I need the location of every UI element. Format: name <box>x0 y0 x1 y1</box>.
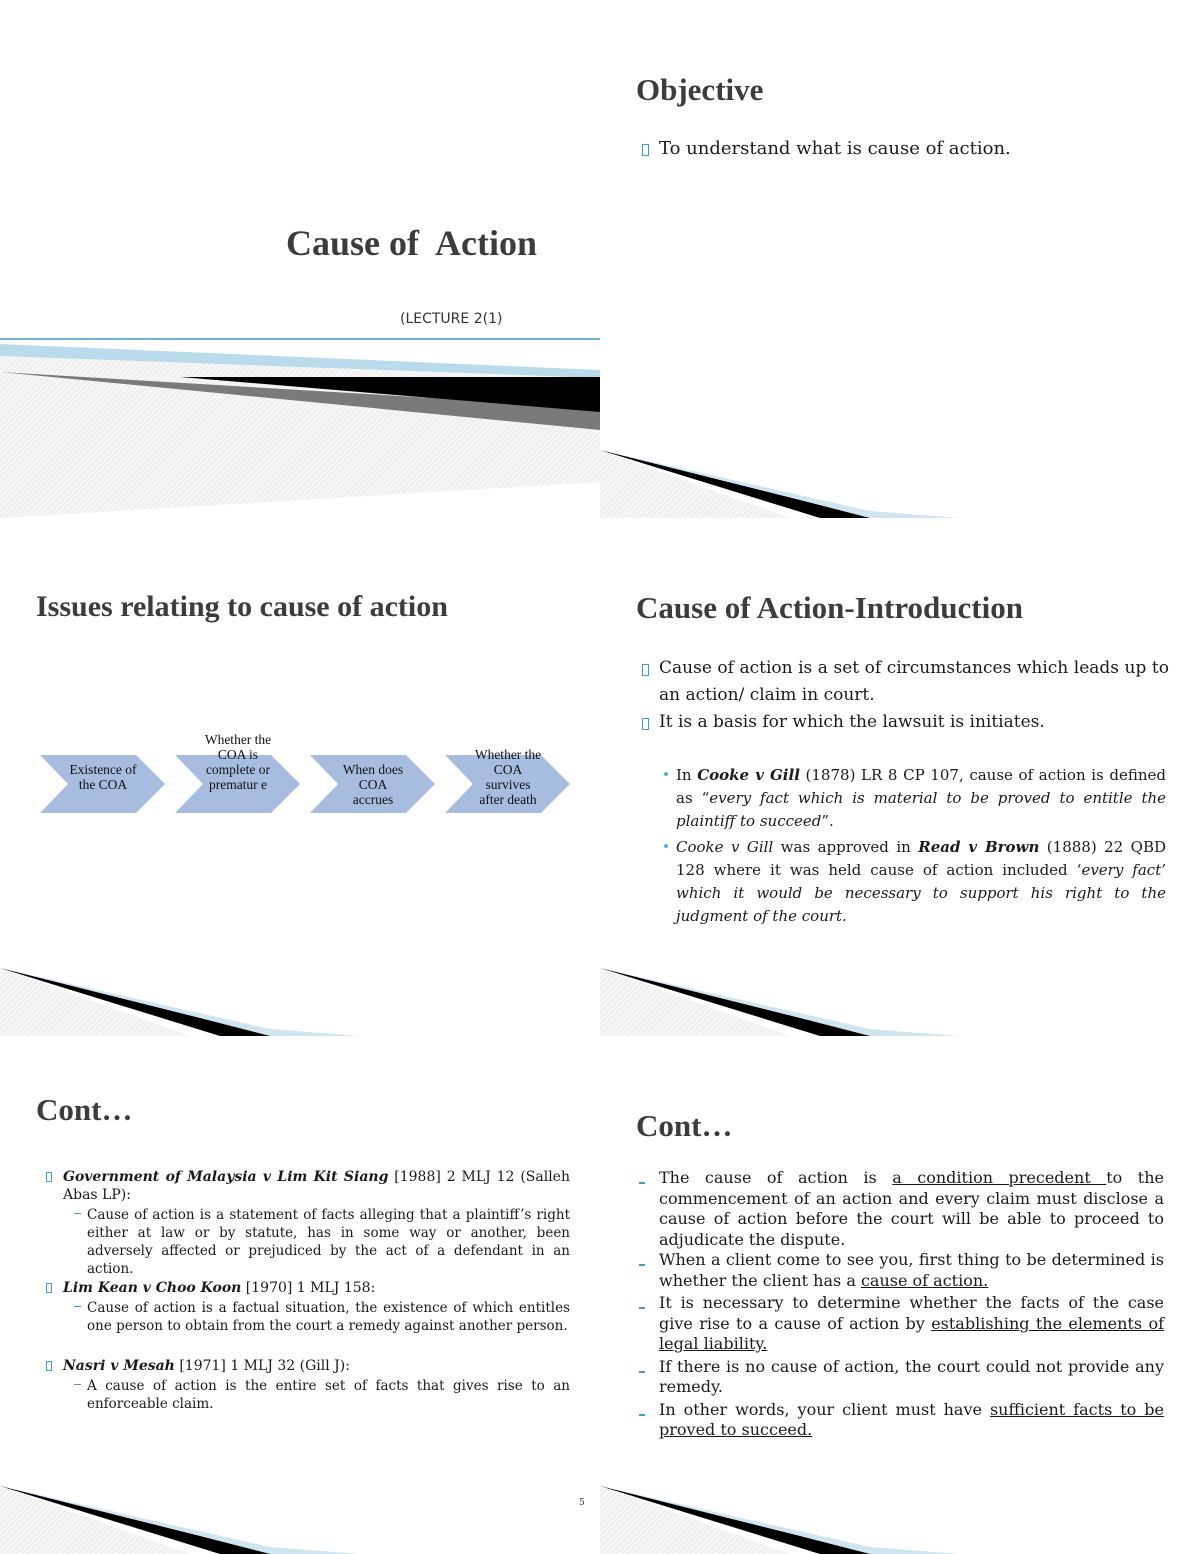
bullet-text: To understand what is cause of action. <box>659 138 1011 159</box>
list-item: If there is no cause of action, the court could not provide any remedy. <box>636 1357 1164 1398</box>
case-name: Lim Kean v Choo Koon <box>63 1280 242 1296</box>
list-item: Lim Kean v Choo Koon [1970] 1 MLJ 158: Cause of action is a factual situation, the existence of which entitles one person to obtain from the court a remedy against another person. <box>40 1279 570 1335</box>
slide-title: Objective <box>636 72 764 107</box>
process-step-label: Whether the COA survives after death <box>474 747 542 807</box>
slide-title: Cause of Action-Introduction <box>636 590 1023 625</box>
bullet-list <box>636 1168 1164 1441</box>
list-item: A cause of action is the entire set of facts that gives rise to an enforceable claim. <box>63 1377 570 1413</box>
process-step-label: When does COA accrues <box>342 762 404 807</box>
quote: every fact’ which it would be necessary to support his right to the judgment of the court. <box>676 861 1166 925</box>
quote: every fact which is material to be proved to entitle the plaintiff to succeed <box>676 789 1167 830</box>
bullet-icon <box>74 1306 81 1307</box>
list-item: Cause of action is a factual situation, the existence of which entitles one person to obtain from the court a remedy against another person. <box>63 1299 570 1335</box>
slide-decoration <box>600 1434 1200 1554</box>
case-name: Government of Malaysia v Lim Kit Siang <box>63 1169 389 1185</box>
slide-issues <box>0 518 600 1036</box>
page-number: 5 <box>579 1498 585 1508</box>
process-step-label: Whether the COA is complete or prematur e <box>204 732 272 792</box>
bullet-icon <box>642 664 649 676</box>
bullet-icon <box>639 1307 645 1309</box>
bullet-text: It is a basis for which the lawsuit is initiates. <box>659 712 1045 732</box>
list-item: When a client come to see you, first thing to be determined is whether the client has a cause of action. <box>636 1250 1164 1291</box>
bullet-icon <box>46 1361 52 1371</box>
slide-decoration <box>600 398 1200 518</box>
bullet-icon <box>639 1264 645 1266</box>
slide-objective <box>600 0 1200 518</box>
case-name: Cooke v Gill <box>697 766 800 784</box>
case-name: Cooke v Gill <box>676 838 774 856</box>
title-slide-heading: Cause of Action <box>286 223 537 263</box>
slide-title: Cont… <box>636 1108 733 1143</box>
bullet-icon <box>642 718 649 730</box>
case-name: Read v Brown <box>918 838 1040 856</box>
list-item <box>636 709 1169 736</box>
list-item <box>636 137 1176 161</box>
slide-decoration <box>0 916 600 1036</box>
bullet-text: Cause of action is a set of circumstances which leads up to an action/ claim in court. <box>659 658 1169 705</box>
slide-title: Issues relating to cause of action <box>36 590 448 623</box>
case-name: Nasri v Mesah <box>63 1358 175 1374</box>
slide-title <box>0 0 600 518</box>
bullet-icon <box>46 1283 52 1293</box>
bullet-icon <box>46 1172 52 1182</box>
bullet-icon <box>664 844 668 848</box>
slide-decoration <box>600 916 1200 1036</box>
sub-bullets <box>676 764 1166 928</box>
case-list <box>40 1168 570 1413</box>
list-item: In Cooke v Gill (1878) LR 8 CP 107, cause of action is defined as “every fact which is material to be proved to entitle the plaintiff to succeed”. <box>676 764 1166 833</box>
slide-cont-cases <box>0 1036 600 1554</box>
bullet-icon <box>639 1371 645 1373</box>
list-item: Nasri v Mesah [1971] 1 MLJ 32 (Gill J): A cause of action is the entire set of facts that gives rise to an enforceable claim. <box>40 1357 570 1413</box>
bullet-icon <box>664 772 668 776</box>
slide-title: Cont… <box>36 1092 133 1127</box>
bullet-list <box>636 137 1176 161</box>
list-item: Government of Malaysia v Lim Kit Siang [1988] 2 MLJ 12 (Salleh Abas LP): Cause of action is a statement of facts alleging that a plaintiff’s right either at law or by statute, has in some way or another, been adversely affected or prejudiced by the act of a defendant in an action. <box>40 1168 570 1278</box>
bullet-icon <box>74 1213 81 1214</box>
bullet-icon <box>639 1414 645 1416</box>
list-item: Cause of action is a statement of facts alleging that a plaintiff’s right either at law or by statute, has in some way or another, been adversely affected or prejudiced by the act of a defendant in an action. <box>63 1206 570 1278</box>
process-step-label: Existence of the COA <box>69 762 137 792</box>
list-item: The cause of action is a condition precedent to the commencement of an action and every claim must disclose a cause of action before the court will be able to proceed to adjudicate the dispute. <box>636 1168 1164 1250</box>
list-item: It is necessary to determine whether the facts of the case give rise to a cause of action by establishing the elements of legal liability. <box>636 1293 1164 1355</box>
slide-introduction <box>600 518 1200 1036</box>
list-item <box>636 655 1169 709</box>
bullet-list <box>636 655 1169 736</box>
list-item: In other words, your client must have sufficient facts to be proved to succeed. <box>636 1400 1164 1441</box>
slide-cont-principles <box>600 1036 1200 1554</box>
title-decoration <box>0 330 600 518</box>
slide-decoration <box>0 1434 600 1554</box>
title-slide-subtitle: (LECTURE 2(1) <box>400 311 503 327</box>
bullet-icon <box>74 1384 81 1385</box>
bullet-icon <box>642 144 649 156</box>
list-item: Cooke v Gill was approved in Read v Brown (1888) 22 QBD 128 where it was held cause of action included ‘every fact’ which it would be necessary to support his right to the judgment of the court. <box>676 836 1166 928</box>
bullet-icon <box>639 1182 645 1184</box>
